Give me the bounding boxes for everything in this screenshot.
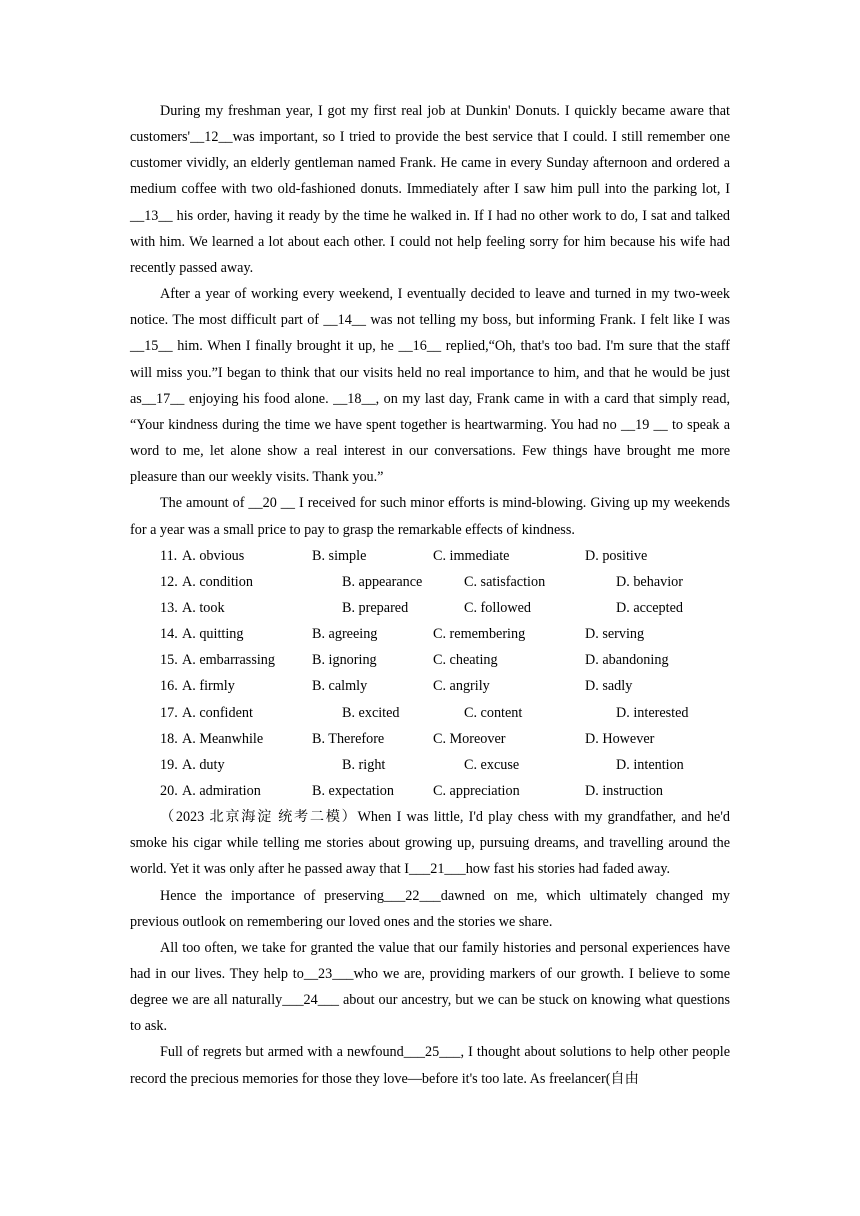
option-row-13 [130, 595, 730, 621]
option-b: B. simple [312, 547, 367, 564]
option-a: A. embarrassing [182, 652, 275, 669]
document-page [130, 98, 730, 1092]
option-row-20 [130, 778, 730, 804]
option-c: C. appreciation [433, 782, 520, 799]
option-c: C. cheating [433, 652, 498, 669]
option-b: B. excited [342, 704, 400, 721]
option-c: C. remembering [433, 626, 526, 643]
options-list [130, 543, 730, 804]
passage2-paragraph-3: All too often, we take for granted the value that our family histories and personal experiences have had in our lives. They help to__23___who we are, providing markers of our growth. I believe to some degree we are all naturally___24___ about our ancestry, but we can be stuck on knowing what questions to ask. [130, 939, 730, 1035]
option-c: C. angrily [433, 678, 490, 695]
passage2-paragraph-2: Hence the importance of preserving___22___dawned on me, which ultimately changed my previous outlook on remembering our loved ones and the stories we share. [130, 887, 730, 930]
option-b: B. right [342, 756, 386, 773]
option-a: A. confident [182, 704, 253, 721]
option-c: C. immediate [433, 547, 510, 564]
option-d: D. sadly [585, 678, 633, 695]
option-row-16 [130, 673, 730, 699]
option-row-11 [130, 543, 730, 569]
passage1-paragraph-1: During my freshman year, I got my first real job at Dunkin' Donuts. I quickly became aware that customers'__12__was important, so I tried to provide the best service that I could. I still remember one customer vividly, an elderly gentleman named Frank. He came in every Sunday afternoon and ordered a medium coffee with two old-fashioned donuts. Immediately after I saw him pull into the parking lot, I __13__ his order, having it ready by the time he walked in. If I had no other work to do, I sat and talked with him. We learned a lot about each other. I could not help feeling sorry for him because his wife had recently passed away. [130, 103, 730, 276]
option-a: A. firmly [182, 678, 235, 695]
question-number: 16. [160, 678, 178, 695]
question-number: 13. [160, 599, 178, 616]
passage2-paragraph-4: Full of regrets but armed with a newfound___25___, I thought about solutions to help other people record the precious memories for those they love—before it's too late. As freelancer(自由 [130, 1044, 730, 1087]
option-b: B. prepared [342, 599, 409, 616]
option-a: A. quitting [182, 626, 244, 643]
question-number: 19. [160, 756, 178, 773]
passage2-paragraph-1: （2023 北京海淀 统考二模）When I was little, I'd play chess with my grandfather, and he'd smoke his cigar while telling me stories about growing up, pursuing dreams, and travelling around the world. Yet it was only after he passed away that I___21___how fast his stories had faded away. [130, 809, 730, 878]
option-row-18 [130, 726, 730, 752]
option-a: A. took [182, 599, 225, 616]
question-number: 17. [160, 704, 178, 721]
option-b: B. Therefore [312, 730, 385, 747]
option-d: D. positive [585, 547, 648, 564]
option-d: D. accepted [616, 599, 683, 616]
passage1-paragraph-3: The amount of __20 __ I received for such minor efforts is mind-blowing. Giving up my weekends for a year was a small price to pay to grasp the remarkable effects of kindness. [130, 495, 730, 538]
option-d: D. interested [616, 704, 689, 721]
option-b: B. calmly [312, 678, 368, 695]
option-b: B. ignoring [312, 652, 377, 669]
option-b: B. agreeing [312, 626, 378, 643]
option-row-12 [130, 569, 730, 595]
option-d: D. serving [585, 626, 645, 643]
option-row-17 [130, 700, 730, 726]
option-d: D. instruction [585, 782, 664, 799]
option-c: C. excuse [464, 756, 520, 773]
option-d: D. However [585, 730, 655, 747]
question-number: 14. [160, 626, 178, 643]
option-c: C. content [464, 704, 523, 721]
option-row-14 [130, 621, 730, 647]
option-b: B. expectation [312, 782, 394, 799]
option-d: D. abandoning [585, 652, 669, 669]
option-a: A. Meanwhile [182, 730, 264, 747]
option-a: A. duty [182, 756, 225, 773]
option-a: A. condition [182, 573, 253, 590]
option-b: B. appearance [342, 573, 423, 590]
option-c: C. Moreover [433, 730, 506, 747]
passage1-paragraph-2: After a year of working every weekend, I eventually decided to leave and turned in my two-week notice. The most difficult part of __14__ was not telling my boss, but informing Frank. I felt like I was __15__ him. When I finally brought it up, he __16__ replied,“Oh, that's too bad. I'm sure that the staff will miss you.”I began to think that our visits held no real importance to him, and that he would be just as__17__ enjoying his food alone. __18__, on my last day, Frank came in with a card that simply read, “Your kindness during the time we have spent together is heartwarming. You had no __19 __ to speak a word to me, let alone show a real interest in our conversations. Few things have brought me more pleasure than our weekly visits. Thank you.” [130, 286, 730, 486]
question-number: 15. [160, 652, 178, 669]
option-a: A. admiration [182, 782, 261, 799]
option-row-19 [130, 752, 730, 778]
option-c: C. followed [464, 599, 531, 616]
question-number: 11. [160, 547, 178, 564]
question-number: 12. [160, 573, 178, 590]
option-d: D. behavior [616, 573, 683, 590]
option-d: D. intention [616, 756, 684, 773]
question-number: 18. [160, 730, 178, 747]
option-a: A. obvious [182, 547, 245, 564]
question-number: 20. [160, 782, 178, 799]
option-row-15 [130, 647, 730, 673]
option-c: C. satisfaction [464, 573, 546, 590]
